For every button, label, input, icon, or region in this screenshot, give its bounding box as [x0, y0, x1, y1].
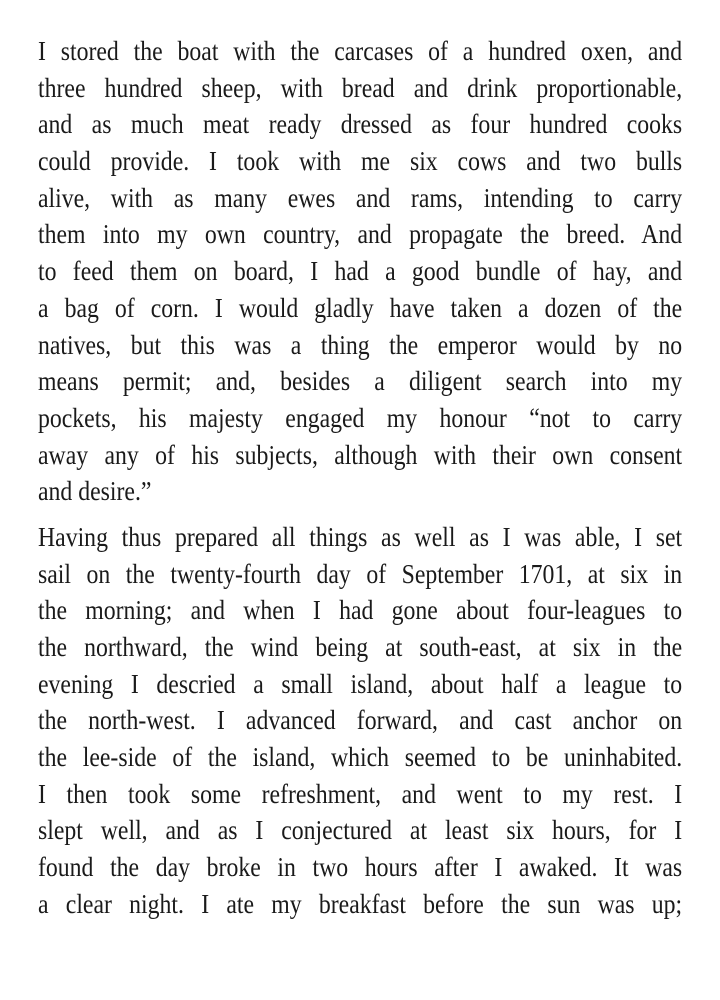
page-text: [38, 33, 682, 923]
text-line: I then took some refreshment, and went to my rest. I: [38, 778, 683, 809]
text-line: three hundred sheep, with bread and drink proportionable,: [38, 72, 683, 103]
book-page: [38, 33, 683, 923]
text-line: pockets, his majesty engaged my honour “not to carry: [38, 402, 683, 433]
text-line: to feed them on board, I had a good bundle of hay, and: [38, 256, 683, 287]
paragraph-2: [38, 519, 682, 923]
text-line: means permit; and, besides a diligent search into my: [38, 366, 683, 397]
text-line: the lee-side of the island, which seemed to be uninhabited.: [38, 742, 683, 773]
text-line: slept well, and as I conjectured at least six hours, for I: [38, 815, 683, 846]
text-line: found the day broke in two hours after I awaked. It was: [38, 852, 683, 883]
paragraph-gap: [38, 510, 682, 519]
text-line: and desire.”: [38, 476, 152, 507]
text-line: alive, with as many ewes and rams, intending to carry: [38, 182, 683, 213]
text-line: natives, but this was a thing the emperor would by no: [38, 329, 683, 360]
text-line: the north-west. I advanced forward, and cast anchor on: [38, 705, 683, 736]
text-line: and as much meat ready dressed as four hundred cooks: [38, 109, 683, 140]
text-line: I stored the boat with the carcases of a hundred oxen, and: [38, 36, 683, 66]
text-line: the morning; and when I had gone about four-leagues to: [38, 595, 683, 626]
text-line: the northward, the wind being at south-east, at six in the: [38, 632, 683, 662]
text-line: evening I descried a small island, about half a league to: [38, 668, 683, 699]
text-line: away any of his subjects, although with their own consent: [38, 439, 683, 470]
text-line: Having thus prepared all things as well as I was able, I set: [38, 521, 683, 552]
text-line: a clear night. I ate my breakfast before the sun was up;: [38, 888, 683, 919]
paragraph-1: [38, 33, 682, 510]
text-line: them into my own country, and propagate the breed. And: [38, 219, 683, 250]
text-line: sail on the twenty-fourth day of September 1701, at six in: [38, 558, 683, 589]
text-line: a bag of corn. I would gladly have taken a dozen of the: [38, 292, 683, 323]
text-line: could provide. I took with me six cows and two bulls: [38, 146, 683, 177]
